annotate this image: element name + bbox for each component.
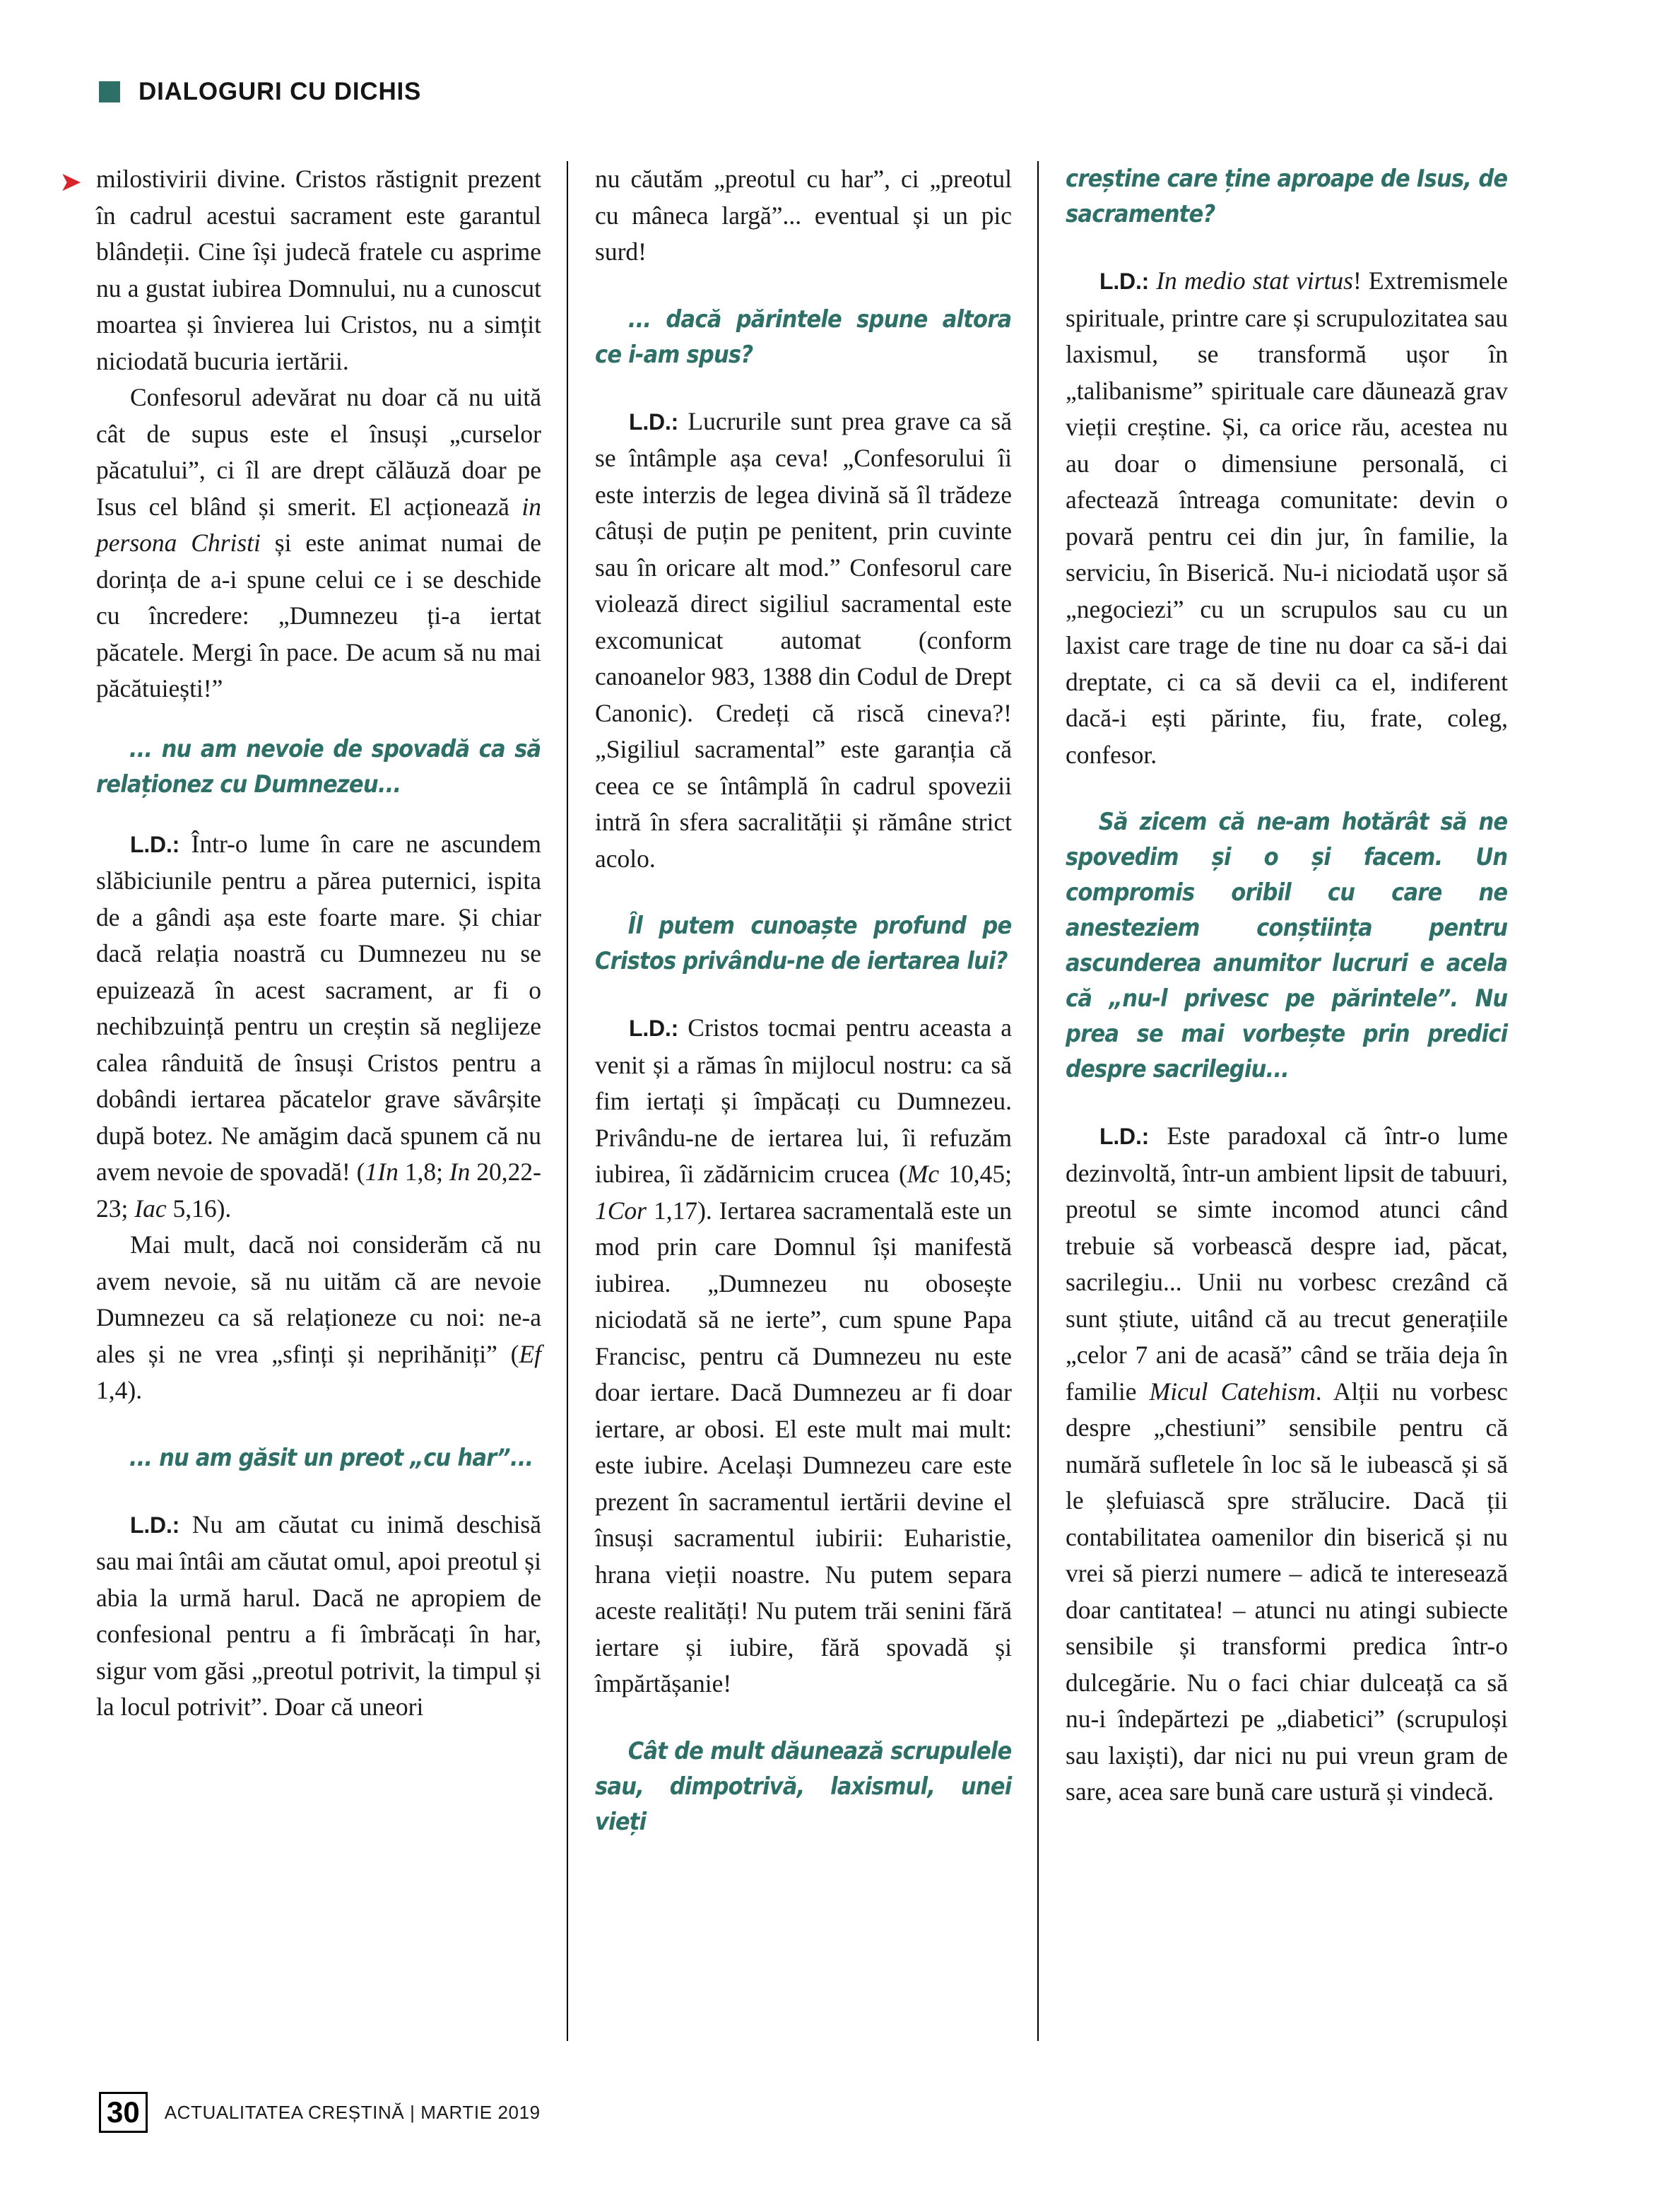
- scripture-citation-iac: Iac: [134, 1194, 167, 1223]
- answer-text: Nu am căutat cu inimă deschisă sau mai întâi am căutat omul, apoi preotul și abia la urmă harul. Dacă ne apropiem de confesional pentru a fi îmbrăcați în har, sigur vom găsi „preotul potrivit, la timpul și la locul potrivit”. Doar că uneori: [96, 1510, 542, 1721]
- paragraph-text-part-a: Mai mult, dacă noi considerăm că nu avem nevoie, să nu uităm că are nevoie Dumnezeu ca să relaționeze cu noi: ne-a ales și ne vrea „sfinți și neprihăniți” (: [96, 1230, 541, 1368]
- paragraph-continuation-col2: nu căutăm „preotul cu har”, ci „preotul cu mâneca largă”... eventual și un pic surd!: [595, 165, 1012, 266]
- answer-paragraph-4: [595, 1010, 1012, 1702]
- article-column-3: [1037, 161, 1508, 2041]
- paragraph-mai-mult: [96, 1227, 541, 1409]
- speaker-label: L.D.:: [1099, 1124, 1150, 1149]
- latin-phrase-in-persona-christi: in persona Christi: [96, 492, 541, 557]
- scripture-citation-in: In: [449, 1158, 471, 1186]
- citation-verse-3: 5,16).: [166, 1194, 232, 1223]
- interview-question-4: Îl putem cunoaște profund pe Cristos privându-ne de iertarea lui?: [595, 912, 1012, 975]
- answer-paragraph-1: [96, 826, 541, 1228]
- spacer: [1066, 232, 1508, 263]
- page-number: 30: [107, 2095, 140, 2129]
- citation-verse-1: 10,45;: [939, 1160, 1012, 1188]
- page-footer: [99, 2092, 541, 2133]
- article-column-2: [567, 161, 1037, 2041]
- answer-text: Lucrurile sunt prea grave ca să se întâmple așa ceva! „Confesorului îi este interzis de legea divină să îl trădeze câtuși de puțin pe penitent, prin cuvinte sau în oricare alt mod.” Confesorul care violează direct sigiliul sacramental este excomunicat automat (conform canoanelor 983, 1388 din Codul de Drept Canonic). Credeți că riscă cineva?! „Sigiliul sacramental” este garanția că ceea ce se întâmplă în cadrul spovezii intră în sfera sacralității și rămâne strict acolo.: [595, 406, 1012, 873]
- section-rubric-title: DIALOGURI CU DICHIS: [138, 78, 422, 105]
- answer-text-continued: 1,17). Iertarea sacramentală este un mod prin care Domnul își manifestă iubirea. „Dumnezeu nu obosește niciodată să ne ierte”, cum spune Papa Francisc, pentru că Dumnezeu nu este doar iertare. Dacă Dumnezeu ar fi doar iertare, ar obosi. El este mult mai mult: este iubire. Același Dumnezeu care este prezent în sacramentul iertării devine el însuși sacramentul iubirii: Euharistie, hrana vieții noastre. Nu putem separa aceste realități! Nu putem trăi senini fără iertare și iubire, fără spovadă și împărtășanie!: [595, 1196, 1012, 1698]
- spacer: [96, 707, 541, 731]
- citation-verse-1: 1,8;: [398, 1158, 449, 1186]
- latin-phrase-in-medio-stat-virtus: In medio stat virtus: [1156, 266, 1353, 295]
- answer-text: Cristos tocmai pentru aceasta a venit și a rămas în mijlocul nostru: ca să fim iertați și împăcați cu Dumnezeu. Privându-ne de iertarea lui, îi refuzăm iubirea, îi zădărnicim crucea (: [595, 1013, 1012, 1188]
- publication-imprint: ACTUALITATEA CREȘTINĂ | MARTIE 2019: [164, 2101, 541, 2123]
- speaker-label: L.D.:: [629, 408, 679, 435]
- spacer: [595, 271, 1012, 302]
- article-column-1: [59, 161, 567, 2041]
- header-square-icon: [99, 81, 120, 102]
- page-number-box: [99, 2092, 148, 2133]
- interview-question-1: ... nu am nevoie de spovadă ca să relaționez cu Dumnezeu...: [96, 734, 541, 799]
- interview-question-6: Să zicem că ne-am hotărât să ne spovedim și o și facem. Un compromis oribil cu care ne anesteziem conștiința pentru ascunderea anumitor lucruri e acela că „nu-l privesc pe părintele”. Nu prea se mai vorbește prin predici despre sacrilegiu...: [1066, 808, 1508, 1083]
- scripture-citation-1in: 1In: [365, 1158, 399, 1186]
- spacer: [595, 1702, 1012, 1734]
- answer-text: ! Extremismele spirituale, printre care și scrupulozitatea sau laxismul, se transformă ușor în „talibanisme” spirituale care dăunează grav vieții creștine. Și, ca orice rău, acestea nu au doar o dimensiune personală, ci afectează întreaga comunitate: devin o povară pentru cei din jur, în familie, la serviciu, în Biserică. Nu-i niciodată ușor să „negociezi” cu un scrupulos sau cu un laxist care trage de tine nu doar ca să-i dai dreptate, ci ca să devii ca el, indiferent dacă-i ești părinte, fiu, frate, coleg, confesor.: [1066, 266, 1509, 769]
- speaker-label: L.D.:: [1099, 269, 1150, 294]
- book-title-micul-catehism: Micul Catehism: [1149, 1377, 1316, 1406]
- answer-paragraph-3: [595, 404, 1012, 878]
- paragraph-continuation: ➤ milostivirii divine. Cristos răstignit prezent în cadrul acestui sacrament este garantul blândeții. Cine își judecă fratele cu asprime nu a gustat iubirea Domnului, nu a cunoscut moartea și învierea lui Cristos, nu a simțit niciodată bucuria iertării.: [59, 165, 541, 375]
- interview-question-5-part1: Cât de mult dăunează scrupulele sau, dimpotrivă, laxismul, unei vieți: [595, 1736, 1012, 1836]
- scripture-citation-mc: Mc: [907, 1160, 940, 1188]
- paragraph-text: milostivirii divine. Cristos răstignit prezent în cadrul acestui sacrament este garantul blândeții. Cine își judecă fratele cu asprime nu a gustat iubirea Domnului, nu a cunoscut moartea și învierea lui Cristos, nu a simțit niciodată bucuria iertării.: [96, 165, 541, 375]
- interview-question-2: ... nu am găsit un preot „cu har”...: [129, 1443, 533, 1472]
- scripture-citation-1cor: 1Cor: [595, 1196, 647, 1225]
- answer-paragraph-6: [1066, 1118, 1508, 1811]
- answer-text-part-a: Este paradoxal că într-o lume dezinvoltă, într-un ambient lipsit de tabuuri, preotul se simte incomod atunci când trebuie să vorbească despre iad, păcat, sacrilegiu... Unii nu vorbesc crezând că sunt știute, uitând că au trecut generațiile „celor 7 ani de acasă” când se trăia deja în familie: [1066, 1122, 1508, 1406]
- speaker-label: L.D.:: [629, 1016, 679, 1041]
- spacer: [96, 1409, 541, 1440]
- answer-paragraph-5: [1066, 263, 1508, 773]
- paragraph-text-part-b: și este animat numai de dorința de a-i spune celui ce i se deschide cu încredere: „Dumnezeu ți-a iertat păcatele. Mergi în pace. De acum să nu mai păcătuiești!”: [96, 529, 541, 702]
- spacer: [595, 372, 1012, 404]
- spacer: [595, 877, 1012, 908]
- scripture-citation-ef: Ef: [519, 1339, 541, 1368]
- article-columns: [59, 161, 1577, 2041]
- page-running-header: [99, 78, 421, 106]
- answer-text-part-b: . Alții nu vorbesc despre „chestiuni” sensibile pentru că numără sufletele în loc să le iubească și să le șlefuiască spre strălucire. Dacă ții contabilitatea oamenilor din biserică și nu vrei să pierzi numere – adică te interesează doar cantitatea! – atunci nu atingi subiecte sensibile și transformi predica într-o dulcegărie. Nu o faci chiar dulceață ca să nu-i îndepărtezi pe „diabetici” (scrupuloși sau laxiști), dar nici nu pui vreun gram de sare, acea sare bună care ustură și vindecă.: [1066, 1377, 1508, 1806]
- paragraph-confesorul: [96, 380, 541, 707]
- spacer: [1066, 1087, 1508, 1118]
- paragraph-text-part-b: 1,4).: [96, 1376, 143, 1404]
- spacer: [595, 979, 1012, 1010]
- speaker-label: L.D.:: [130, 1512, 180, 1538]
- spacer: [1066, 773, 1508, 804]
- paragraph-text-part-a: Confesorul adevărat nu doar că nu uită cât de supus este el însuși „curselor păcatului”, ci îl are drept călăuză doar pe Isus cel blând și smerit. El acționează: [96, 383, 541, 521]
- spacer: [96, 1476, 541, 1507]
- spacer: [96, 802, 541, 826]
- interview-question-3: ... dacă părintele spune altora ce i-am spus?: [595, 305, 1012, 369]
- answer-text: Într-o lume în care ne ascundem slăbiciunile pentru a părea puternici, ispita de a gândi așa este foarte mare. Și chiar dacă relația noastră cu Dumnezeu nu se epuizează în acest sacrament, ar fi o nechibzuință pentru un creștin să neglijeze calea rânduită de însuși Cristos pentru a dobândi iertarea păcatelor grave săvârșite după botez. Ne amăgim dacă spunem că nu avem nevoie de spovadă! (: [96, 829, 541, 1186]
- citation-verse-2: 20,22-23;: [96, 1158, 541, 1223]
- answer-paragraph-2: [96, 1507, 541, 1726]
- speaker-label: L.D.:: [130, 831, 180, 857]
- interview-question-5-part2: creștine care ține aproape de Isus, de sacramente?: [1066, 165, 1508, 228]
